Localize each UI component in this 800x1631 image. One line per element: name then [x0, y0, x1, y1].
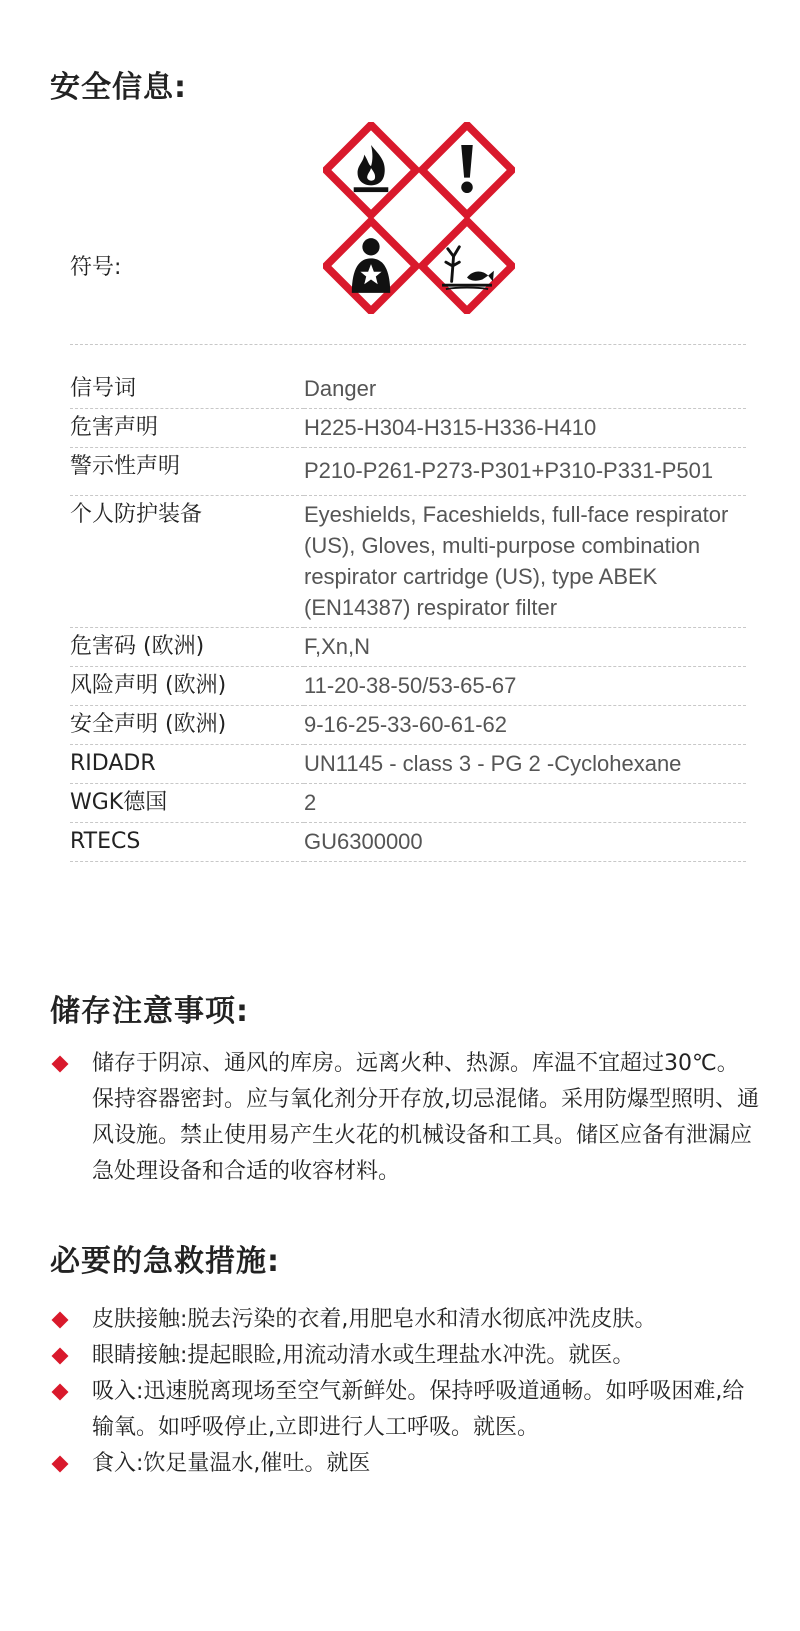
row-value: H225-H304-H315-H336-H410	[304, 409, 746, 448]
row-key: 危害声明	[70, 409, 304, 448]
diamond-bullet-icon	[52, 1056, 69, 1073]
list-item-text: 吸入:迅速脱离现场至空气新鲜处。保持呼吸道通畅。如呼吸困难,给输氧。如呼吸停止,立即进行人工呼吸。就医。	[92, 1379, 745, 1440]
row-value: Danger	[304, 370, 746, 409]
table-row	[70, 823, 746, 862]
row-key: 信号词	[70, 370, 304, 409]
diamond-bullet-icon	[52, 1312, 69, 1329]
environment-icon	[419, 218, 515, 314]
table-row	[70, 409, 746, 448]
table-row	[70, 706, 746, 745]
list-item	[50, 1374, 760, 1446]
row-key: 个人防护装备	[70, 496, 304, 628]
safety-properties-table	[70, 370, 746, 862]
symbol-label: 符号:	[70, 255, 122, 280]
row-value: F,Xn,N	[304, 628, 746, 667]
table-row	[70, 745, 746, 784]
diamond-bullet-icon	[52, 1384, 69, 1401]
safety-section-title: 安全信息:	[50, 70, 187, 105]
row-key: 安全声明 (欧洲)	[70, 706, 304, 745]
row-key: RTECS	[70, 823, 304, 862]
diamond-bullet-icon	[52, 1456, 69, 1473]
list-item	[50, 1302, 760, 1338]
row-value: 2	[304, 784, 746, 823]
table-row	[70, 628, 746, 667]
row-value: 11-20-38-50/53-65-67	[304, 667, 746, 706]
table-row	[70, 667, 746, 706]
flame-icon	[323, 122, 419, 218]
row-value: UN1145 - class 3 - PG 2 -Cyclohexane	[304, 745, 746, 784]
row-value: Eyeshields, Faceshields, full-face respirator (US), Gloves, multi-purpose combination respirator cartridge (US), type ABEK (EN14387) respirator filter	[304, 496, 746, 628]
row-key: 风险声明 (欧洲)	[70, 667, 304, 706]
table-row	[70, 496, 746, 628]
exclamation-icon	[419, 122, 515, 218]
row-key: RIDADR	[70, 745, 304, 784]
list-item	[50, 1046, 760, 1190]
storage-list	[50, 1046, 760, 1190]
row-value: P210-P261-P273-P301+P310-P331-P501	[304, 448, 746, 496]
table-row	[70, 448, 746, 496]
health-hazard-icon	[323, 218, 419, 314]
first-aid-section-title: 必要的急救措施:	[50, 1244, 280, 1279]
diamond-bullet-icon	[52, 1348, 69, 1365]
storage-section-title: 储存注意事项:	[50, 994, 249, 1029]
list-item-text: 食入:饮足量温水,催吐。就医	[92, 1451, 371, 1476]
row-value: 9-16-25-33-60-61-62	[304, 706, 746, 745]
first-aid-list	[50, 1302, 760, 1482]
divider	[70, 344, 746, 345]
list-item-text: 眼睛接触:提起眼睑,用流动清水或生理盐水冲洗。就医。	[92, 1343, 635, 1368]
list-item	[50, 1446, 760, 1482]
row-key: 危害码 (欧洲)	[70, 628, 304, 667]
list-item-text: 储存于阴凉、通风的库房。远离火种、热源。库温不宜超过30℃。保持容器密封。应与氧化剂分开存放,切忌混储。采用防爆型照明、通风设施。禁止使用易产生火花的机械设备和工具。储区应备有泄漏应急处理设备和合适的收容材料。	[92, 1051, 759, 1184]
list-item-text: 皮肤接触:脱去污染的衣着,用肥皂水和清水彻底冲洗皮肤。	[92, 1307, 657, 1332]
row-key: 警示性声明	[70, 448, 304, 496]
row-value: GU6300000	[304, 823, 746, 862]
list-item	[50, 1338, 760, 1374]
table-row	[70, 370, 746, 409]
table-row	[70, 784, 746, 823]
row-key: WGK德国	[70, 784, 304, 823]
